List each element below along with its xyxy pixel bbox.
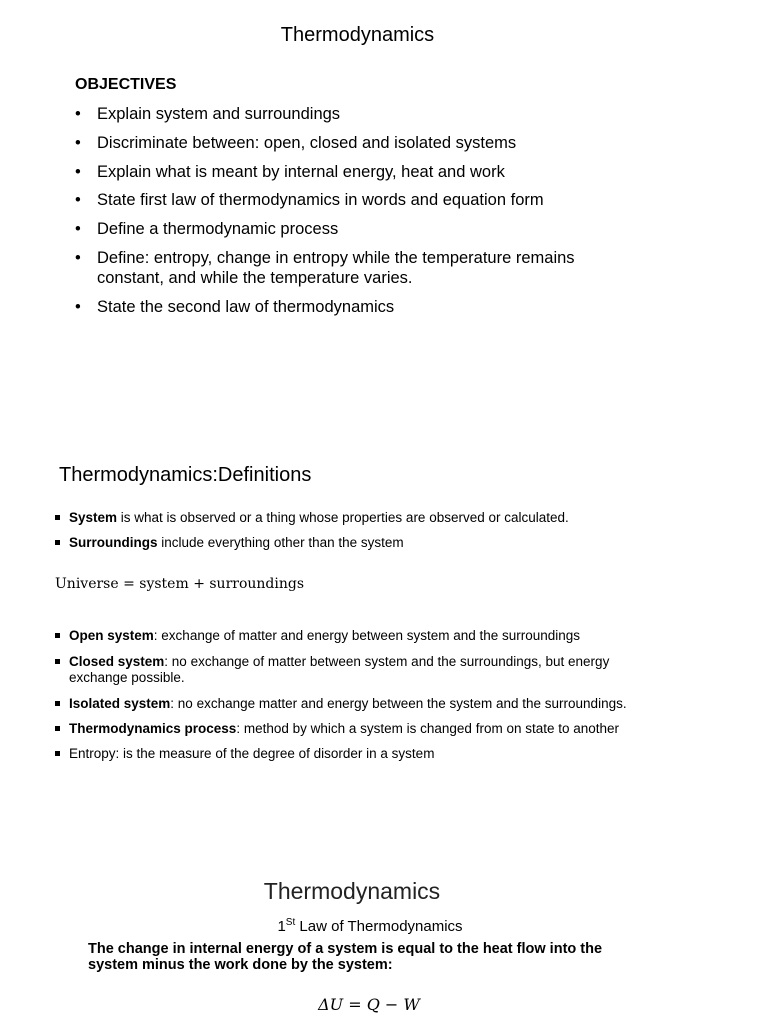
first-law-equation: ΔU = Q − W [318,995,420,1014]
definition-item: Thermodynamics process: method by which a system is changed from on state to another [69,720,669,737]
first-law-statement: The change in internal energy of a system is equal to the heat flow into the system minus the work done by the system: [88,941,603,973]
slide3-title: Thermodynamics [263,878,441,904]
objective-item: • Discriminate between: open, closed and isolated systems [75,134,517,152]
objective-item: • Explain what is meant by internal energy, heat and work [75,163,505,181]
definition-item: Isolated system: no exchange matter and energy between the system and the surroundings. [69,695,669,712]
universe-equation: Universe = system + surroundings [55,576,305,592]
definition-item: Open system: exchange of matter and energy between system and the surroundings [69,627,669,644]
definition-item: Entropy: is the measure of the degree of disorder in a system [69,745,669,762]
slide2-title: Thermodynamics:Definitions [59,464,312,486]
objective-item: • Define: entropy, change in entropy while the temperature remains [75,249,575,267]
objective-item: • Define a thermodynamic process [75,220,339,238]
objective-item: • Explain system and surroundings [75,105,341,123]
slide3-subtitle: 1St Law of Thermodynamics [277,917,463,935]
definition-item: Closed system: no exchange of matter between system and the surroundings, but energy [69,653,669,670]
objective-item: • State first law of thermodynamics in words and equation form [75,191,544,209]
objectives-heading: OBJECTIVES [75,76,177,93]
definition-item: System is what is observed or a thing whose properties are observed or calculated. [69,509,669,526]
definition-item: Surroundings include everything other than the system [69,534,669,551]
objective-item-continued: constant, and while the temperature varies. [97,269,413,287]
definition-item-continued: exchange possible. [69,670,185,685]
slide1-title: Thermodynamics [280,24,435,46]
objective-item: • State the second law of thermodynamics [75,298,395,316]
